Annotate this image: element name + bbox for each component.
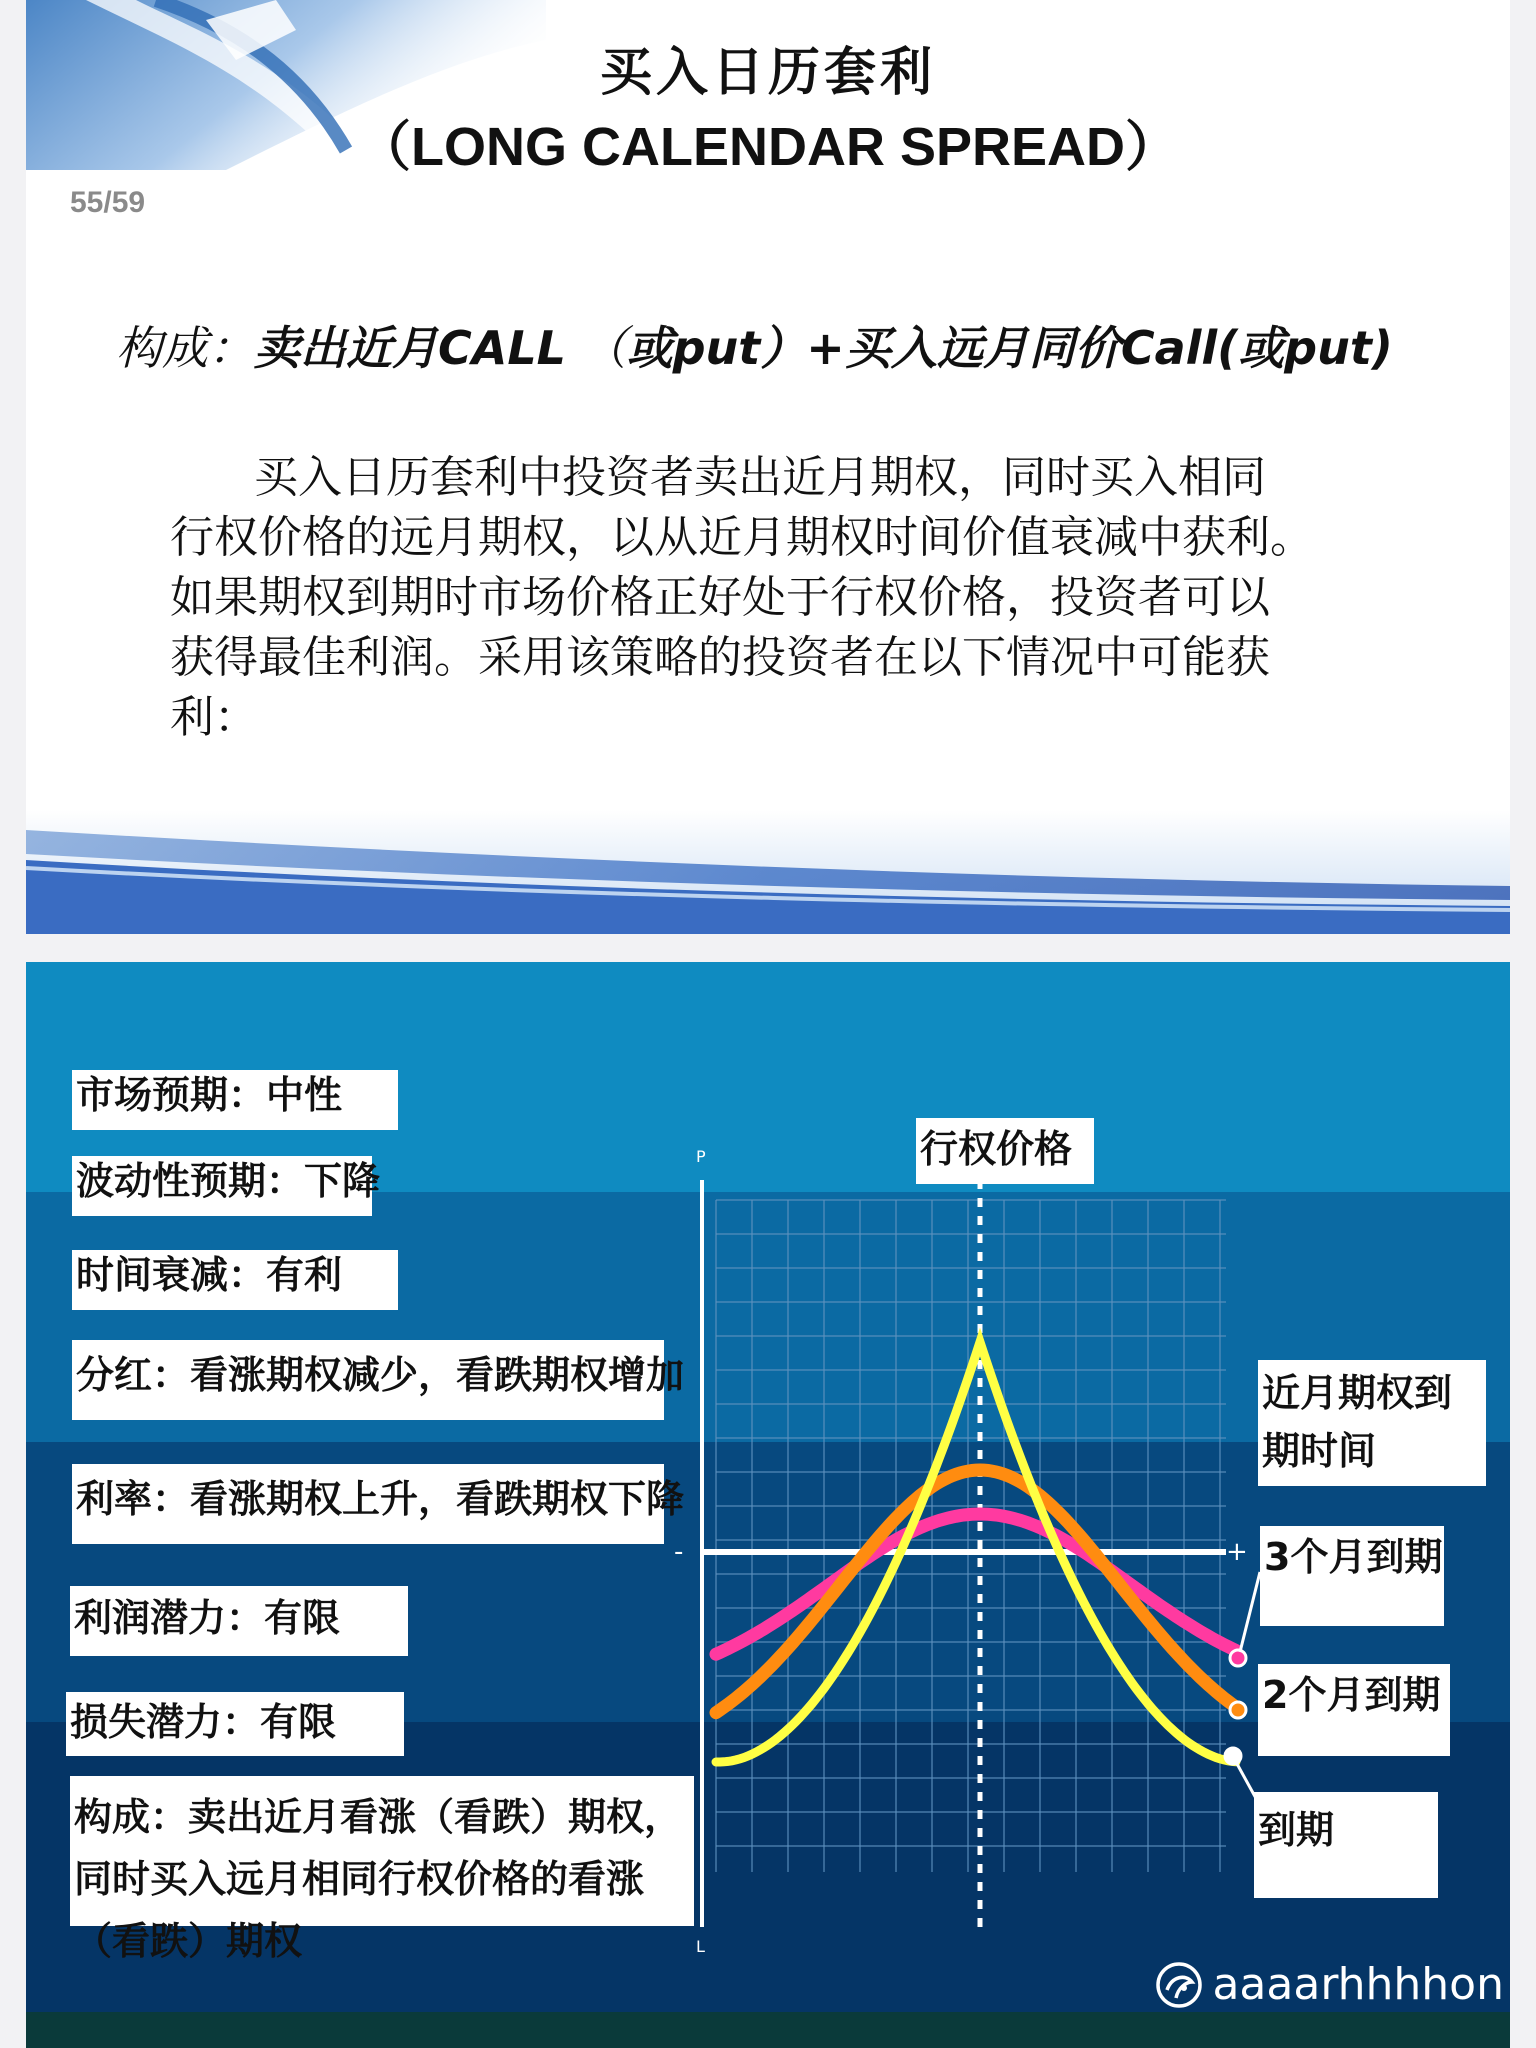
composition-main: 卖出近月CALL xyxy=(254,321,566,375)
legend-3-month: 3个月到期 xyxy=(1260,1526,1444,1626)
axis-label-l: L xyxy=(696,1937,705,1956)
label-dividend: 分红：看涨期权减少，看跌期权增加 xyxy=(72,1340,664,1420)
composition-alt: 或put）+买入远月同价Call(或put) xyxy=(626,321,1393,375)
zero-minus: - xyxy=(674,1537,684,1567)
watermark-text: aaaarhhhhon xyxy=(1212,1959,1504,2010)
slide-footer-decoration xyxy=(26,810,1510,934)
paragraph-line: 获得最佳利润。采用该策略的投资者在以下情况中可能获 xyxy=(170,632,1270,683)
watermark xyxy=(1154,1959,1504,2010)
strike-price-label: 行权价格 xyxy=(916,1118,1094,1184)
slide-title: 买入日历套利 xyxy=(599,43,936,103)
label-time-decay: 时间衰减：有利 xyxy=(72,1250,398,1310)
paragraph-line: 如果期权到期时市场价格正好处于行权价格，投资者可以 xyxy=(170,572,1270,623)
composition-prefix: 构成： xyxy=(116,321,254,375)
label-profit-potential: 利润潜力：有限 xyxy=(70,1586,408,1656)
slide-subtitle: （LONG CALENDAR SPREAD） xyxy=(356,117,1180,177)
label-market-expectation: 市场预期：中性 xyxy=(72,1070,398,1130)
watermark-logo-icon xyxy=(1154,1960,1204,2010)
zero-plus: + xyxy=(1226,1537,1248,1567)
body-paragraph xyxy=(170,448,1470,748)
legend-near-expiry: 近月期权到期时间 xyxy=(1258,1360,1486,1486)
slide-2 xyxy=(26,962,1510,2048)
curve-end-expiry xyxy=(1225,1748,1241,1764)
legend-2-month: 2个月到期 xyxy=(1258,1664,1450,1756)
label-construction: 构成：卖出近月看涨（看跌）期权，同时买入远月相同行权价格的看涨（看跌）期权 xyxy=(70,1776,694,1926)
composition-line xyxy=(116,312,1393,378)
label-interest-rate: 利率：看涨期权上升，看跌期权下降 xyxy=(72,1464,664,1544)
paragraph-line: 买入日历套利中投资者卖出近月期权，同时买入相同 xyxy=(254,452,1266,503)
curve-end-2-month xyxy=(1230,1702,1246,1718)
chart-grid xyxy=(716,1200,1226,1872)
paragraph-line: 利： xyxy=(170,692,258,743)
slide-1 xyxy=(26,0,1510,934)
paragraph-line: 行权价格的远月期权，以从近月期权时间价值衰减中获利。 xyxy=(170,512,1314,563)
label-loss-potential: 损失潜力：有限 xyxy=(66,1692,404,1756)
label-volatility-expectation: 波动性预期：下降 xyxy=(72,1156,372,1216)
legend-expiry: 到期 xyxy=(1254,1792,1438,1898)
axis-label-p: P xyxy=(696,1147,706,1166)
composition-gap: （ xyxy=(565,321,627,375)
leader-3-month xyxy=(1240,1572,1260,1652)
page-number: 55/59 xyxy=(70,186,146,219)
curve-end-3-month xyxy=(1230,1650,1246,1666)
